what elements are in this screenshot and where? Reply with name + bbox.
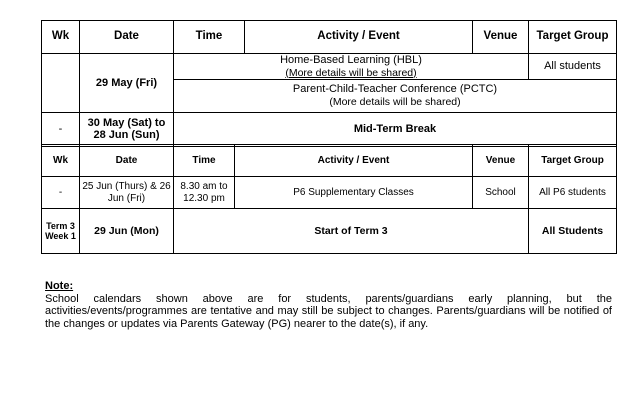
header-date: Date <box>80 21 174 54</box>
cell-activity: Start of Term 3 <box>174 209 529 254</box>
activity-title: Home-Based Learning (HBL) <box>280 54 422 66</box>
cell-activity-hbl <box>174 54 529 80</box>
cell-activity: Mid-Term Break <box>174 112 617 146</box>
cell-target: All P6 students <box>529 177 617 209</box>
header-wk: Wk <box>42 145 80 177</box>
header-wk: Wk <box>42 21 80 54</box>
header-activity: Activity / Event <box>245 21 473 54</box>
activity-title: Parent-Child-Teacher Conference (PCTC) <box>292 83 498 96</box>
cell-date: 29 May (Fri) <box>80 54 174 113</box>
cell-venue: School <box>473 177 529 209</box>
calendar-table-top <box>41 20 617 147</box>
table-header-row <box>42 145 617 177</box>
header-time: Time <box>174 145 235 177</box>
cell-wk: - <box>42 112 80 146</box>
activity-subtitle: (More details will be shared) <box>285 66 417 79</box>
note-title: Note: <box>45 280 74 292</box>
header-time: Time <box>174 21 245 54</box>
cell-wk <box>42 54 80 113</box>
table-row <box>42 177 617 209</box>
cell-time: 8.30 am to 12.30 pm <box>174 177 235 209</box>
header-date: Date <box>80 145 174 177</box>
note-section <box>45 280 612 330</box>
cell-wk: - <box>42 177 80 209</box>
header-activity: Activity / Event <box>235 145 473 177</box>
header-venue: Venue <box>473 21 529 54</box>
note-body: School calendars shown above are for students, parents/guardians early planning, but the activities/events/programmes are tentative and may still be subject to changes. Parents/guardians will be notified of the changes or updates via Parents Gateway (PG) nearer to the date(s), if any. <box>45 292 612 330</box>
cell-date: 30 May (Sat) to 28 Jun (Sun) <box>80 112 174 146</box>
cell-target: All Students <box>529 209 617 254</box>
header-target: Target Group <box>529 145 617 177</box>
table-row <box>42 209 617 254</box>
table-row <box>42 112 617 146</box>
table-row <box>42 54 617 80</box>
cell-target: All students <box>529 54 617 80</box>
cell-date: 25 Jun (Thurs) & 26 Jun (Fri) <box>80 177 174 209</box>
table-header-row <box>42 21 617 54</box>
cell-activity-pctc <box>174 79 617 112</box>
activity-subtitle: (More details will be shared) <box>329 95 461 108</box>
cell-activity: P6 Supplementary Classes <box>235 177 473 209</box>
cell-date: 29 Jun (Mon) <box>80 209 174 254</box>
header-venue: Venue <box>473 145 529 177</box>
calendar-table-bottom <box>41 144 617 254</box>
cell-wk: Term 3 Week 1 <box>42 209 80 254</box>
header-target: Target Group <box>529 21 617 54</box>
